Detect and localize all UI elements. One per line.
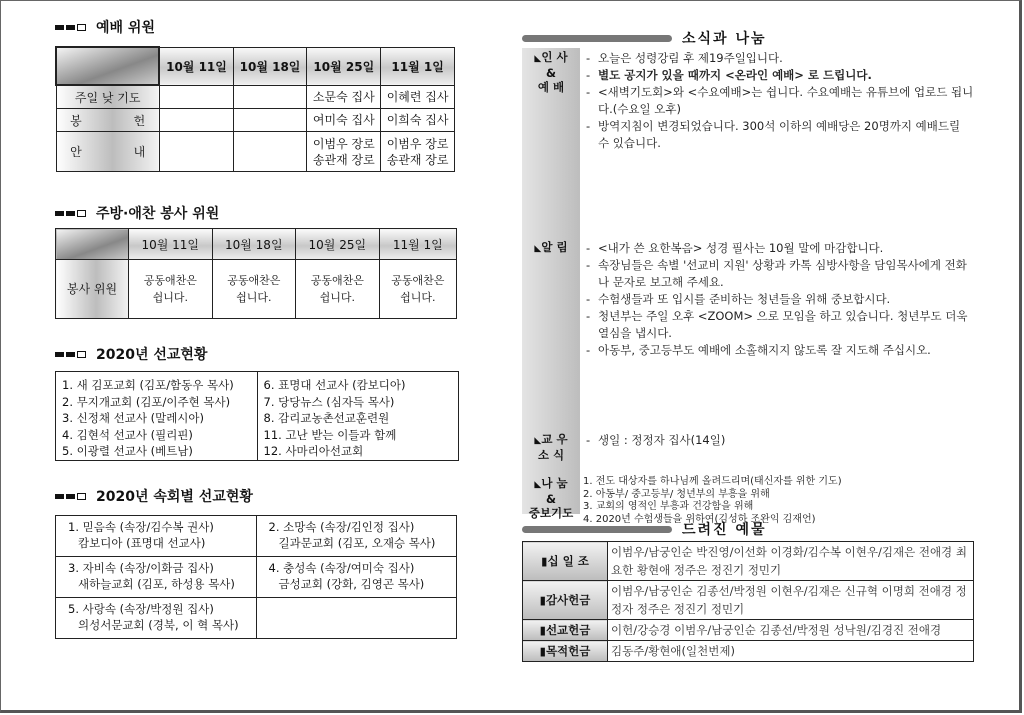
header-bar — [522, 35, 672, 42]
bullet-squares-icon — [55, 351, 86, 358]
news-section — [522, 240, 974, 359]
list-item: - 속장님들은 속별 '선교비 지원' 상황과 카톡 심방사항을 담임목사에게 전화나 문자로 보고해 주세요. — [586, 258, 967, 289]
date-header: 10월 11일 — [159, 47, 233, 85]
triangle-icon: ◣ — [534, 436, 542, 446]
offering-names: 김동주/황현애(일천번제) — [608, 641, 974, 662]
list-item: 4. 2020년 수험생들을 위하여(김성하 조완익 김재언) — [583, 513, 816, 525]
table-cell: 3. 자비속 (속장/이화금 집사) 새하늘교회 (김포, 하성용 목사) — [56, 557, 257, 598]
table-row — [56, 516, 457, 557]
square-icon: ▮ — [541, 554, 548, 568]
list-item: - 방역지침이 변경되었습니다. 300석 이하의 예배당은 20명까지 예배드릴 수 있습니다. — [586, 119, 961, 150]
square-icon: ▮ — [539, 644, 546, 658]
news-panel — [522, 48, 974, 525]
table-cell — [233, 85, 307, 109]
missions-title: 2020년 선교현황 — [96, 347, 208, 363]
table-cell — [256, 598, 457, 639]
date-header: 10월 11일 — [129, 229, 213, 260]
offering-label: ▮목적헌금 — [523, 641, 608, 662]
table-cell: 이범우 장로 송관재 장로 — [381, 132, 455, 172]
list-item: - <새벽기도회>와 <수요예배>는 쉽니다. 수요예배는 유튜브에 업로드 됩니다.(수요일 오후) — [586, 85, 974, 116]
offering-names: 이범우/남궁인순 박진영/이선화 이경화/김수복 이현우/김재은 전애경 최요한 황현애 정주은 정진기 정민기 — [608, 542, 974, 581]
kitchen-table — [55, 228, 457, 319]
table-corner — [56, 229, 129, 260]
table-cell — [233, 132, 307, 172]
table-cell: 소문숙 집사 — [307, 85, 381, 109]
table-cell — [233, 109, 307, 132]
row-label: 봉 헌 — [56, 109, 159, 132]
list-item: - 생일 : 정정자 집사(14일) — [586, 433, 726, 447]
table-cell: 2. 소망속 (속장/김인정 집사) 길과문교회 (김포, 오재승 목사) — [256, 516, 457, 557]
section-label: ◣알 림 — [534, 240, 568, 254]
row-label: 안 내 — [56, 132, 159, 172]
triangle-icon: ◣ — [534, 54, 542, 64]
table-row — [523, 620, 974, 641]
table-cell: 1. 믿음속 (속장/김수복 권사) 캄보디아 (표명대 선교사) — [56, 516, 257, 557]
groups-table — [55, 515, 457, 639]
worship-title-row — [55, 16, 465, 38]
offering-label: ▮선교헌금 — [523, 620, 608, 641]
missions-title-row — [55, 343, 465, 365]
table-cell: 이혜련 집사 — [381, 85, 455, 109]
kitchen-title: 주방·애찬 봉사 위원 — [96, 206, 220, 222]
bullet-squares-icon — [55, 493, 86, 500]
row-label: 주일 낮 기도 — [56, 85, 159, 109]
triangle-icon: ◣ — [534, 244, 542, 254]
worship-table — [55, 46, 455, 172]
offerings-table — [522, 541, 974, 662]
section-items — [580, 432, 974, 462]
table-row — [523, 542, 974, 581]
table-row — [56, 132, 455, 172]
offerings-header — [522, 519, 974, 539]
right-column — [522, 28, 974, 662]
missions-right-list — [258, 372, 459, 460]
news-title: 소식과 나눔 — [682, 31, 767, 47]
triangle-icon: ◣ — [534, 480, 542, 490]
worship-title: 예배 위원 — [96, 20, 155, 36]
bullet-squares-icon — [55, 24, 86, 31]
list-item: - 별도 공지가 있을 때까지 <온라인 예배> 로 드립니다. — [586, 68, 872, 82]
offering-label: ▮십 일 조 — [523, 542, 608, 581]
offering-names: 이헌/강승경 이범우/남궁인순 김종선/박정원 성낙원/김경진 전애경 — [608, 620, 974, 641]
table-row — [56, 598, 457, 639]
table-cell — [159, 132, 233, 172]
list-item: 6. 표명대 선교사 (캄보디아) — [263, 378, 406, 392]
table-cell — [159, 85, 233, 109]
table-cell: 공동애찬은 쉽니다. — [379, 260, 456, 319]
square-icon: ▮ — [539, 593, 546, 607]
date-header: 11월 1일 — [381, 47, 455, 85]
section-items — [580, 50, 974, 152]
table-cell: 공동애찬은 쉽니다. — [212, 260, 296, 319]
bullet-squares-icon — [55, 210, 86, 217]
news-section — [522, 50, 974, 152]
square-icon: ▮ — [539, 623, 546, 637]
missions-box — [55, 371, 459, 461]
groups-title-row — [55, 485, 465, 507]
groups-title: 2020년 속회별 선교현황 — [96, 489, 253, 505]
offerings-title: 드려진 예물 — [682, 522, 767, 538]
table-corner — [56, 47, 159, 85]
section-label: ◣인 사 & 예 배 — [534, 50, 568, 94]
list-item: - 아동부, 중고등부도 예배에 소홀해지지 않도록 잘 지도해 주십시오. — [586, 343, 931, 357]
date-header: 10월 18일 — [212, 229, 296, 260]
table-cell: 4. 충성속 (속장/여미숙 집사) 금성교회 (강화, 김영곤 목사) — [256, 557, 457, 598]
list-item: 11. 고난 받는 이들과 함께 — [263, 427, 397, 442]
date-header: 10월 25일 — [307, 47, 381, 85]
table-row — [523, 641, 974, 662]
offering-label: ▮감사헌금 — [523, 581, 608, 620]
news-header — [522, 28, 974, 48]
section-label: ◣교 우 소 식 — [534, 432, 568, 462]
date-header: 10월 18일 — [233, 47, 307, 85]
table-cell: 이범우 장로 송관재 장로 — [307, 132, 381, 172]
row-label: 봉사 위원 — [56, 260, 129, 319]
list-item: 4. 김현석 선교사 (필리핀) — [62, 427, 193, 442]
table-cell: 여미숙 집사 — [307, 109, 381, 132]
date-header: 10월 25일 — [296, 229, 380, 260]
list-item: 7. 당당뉴스 (심자득 목사) — [263, 394, 395, 409]
header-bar — [522, 526, 672, 533]
table-cell: 공동애찬은 쉽니다. — [129, 260, 213, 319]
list-item: - <내가 쓴 요한복음> 성경 필사는 10월 말에 마감합니다. — [586, 241, 884, 255]
table-row — [56, 557, 457, 598]
left-column — [55, 16, 465, 639]
table-cell: 이희숙 집사 — [381, 109, 455, 132]
kitchen-title-row — [55, 202, 465, 224]
list-item: 5. 이광렬 선교사 (베트남) — [62, 444, 193, 458]
table-row — [56, 85, 455, 109]
list-item: - 청년부는 주일 오후 <ZOOM> 으로 모임을 하고 있습니다. 청년부도 더욱 열심을 냅시다. — [586, 309, 968, 340]
table-cell — [159, 109, 233, 132]
list-item: 12. 사마리아선교회 — [263, 444, 364, 458]
news-section — [522, 432, 974, 462]
missions-left-list — [56, 372, 258, 460]
list-item: 1. 전도 대상자를 하나님께 올려드리며(태신자를 위한 기도) — [583, 476, 842, 487]
table-row — [56, 260, 457, 319]
list-item: 3. 신정채 선교사 (말레시아) — [62, 411, 205, 425]
date-header: 11월 1일 — [379, 229, 456, 260]
list-item: 2. 무지개교회 (김포/이주현 목사) — [62, 394, 231, 409]
list-item: 3. 교회의 영적인 부흥과 건강함을 위해 — [583, 501, 754, 512]
section-items — [580, 240, 974, 359]
table-cell: 5. 사랑속 (속장/박정원 집사) 의성서문교회 (경북, 이 혁 목사) — [56, 598, 257, 639]
list-item: 1. 새 김포교회 (김포/함동우 목사) — [62, 378, 234, 392]
list-item: 8. 감리교농촌선교훈련원 — [263, 411, 390, 425]
list-item: - 오늘은 성령강림 후 제19주일입니다. — [586, 51, 783, 65]
table-row — [523, 581, 974, 620]
list-item: 2. 아동부/ 중고등부/ 청년부의 부흥을 위해 — [583, 488, 770, 500]
offering-names: 이범우/남궁인순 김종선/박정원 이현우/김재은 신규혁 이명희 전애경 정정자 정주은 정진기 정민기 — [608, 581, 974, 620]
table-cell: 공동애찬은 쉽니다. — [296, 260, 380, 319]
table-row — [56, 109, 455, 132]
section-label: ◣나 눔 & 중보기도 — [528, 476, 574, 520]
list-item: - 수험생들과 또 입시를 준비하는 청년들을 위해 중보합시다. — [586, 292, 891, 306]
